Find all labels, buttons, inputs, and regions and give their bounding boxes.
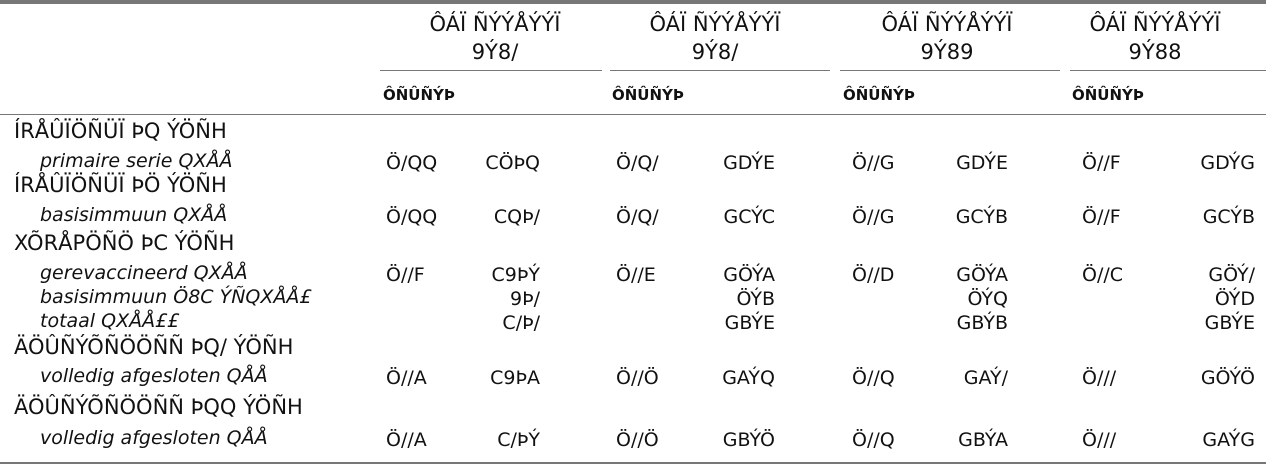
section-header: ÄÖÛÑÝÕÑÖÖÑÑ ÞQQ ÝÖÑH	[14, 395, 303, 419]
row-label: primaire serie QXÅÅ	[40, 150, 233, 172]
table-cell: GÖÝÖ	[1200, 367, 1255, 389]
section-header: ÍRÅÛÏÖÑÜÏ ÞQ ÝÖÑH	[14, 119, 227, 143]
table-cell: Ö/QQ	[386, 206, 438, 228]
table-cell: C9ÞÝ	[491, 264, 540, 286]
header-rule	[0, 114, 1266, 115]
table-cell: Ö//Q	[852, 429, 895, 451]
column-header-4	[1040, 10, 1266, 66]
table-cell: ÖÝQ	[967, 288, 1008, 310]
table-cell: Ö//A	[386, 367, 427, 389]
table-cell: ÖÝB	[736, 288, 775, 310]
table-cell: Ö//Ö	[616, 429, 659, 451]
table-cell: GCÝC	[723, 206, 775, 228]
column-header-1-line2: 9Ý8/	[471, 40, 519, 64]
table-cell: GAÝG	[1202, 429, 1255, 451]
table-cell: CÖÞQ	[485, 152, 540, 174]
table-cell: GAÝ/	[963, 367, 1008, 389]
subheader-1: ÔÑÛÑÝÞ	[383, 86, 455, 104]
column-header-3	[832, 10, 1062, 66]
table-cell: GÖÝA	[956, 264, 1008, 286]
row-label: volledig afgesloten QÅÅ	[40, 365, 268, 387]
column-rule-3	[840, 70, 1060, 71]
subheader-4: ÔÑÛÑÝÞ	[1072, 86, 1144, 104]
table-cell: Ö//Ö	[616, 367, 659, 389]
table-cell: Ö//A	[386, 429, 427, 451]
section-header: ÍRÅÛÏÖÑÜÏ ÞÖ ÝÖÑH	[14, 173, 227, 197]
table-cell: Ö///	[1082, 429, 1117, 451]
table-cell: C/Þ/	[502, 312, 540, 334]
column-header-1-line1: ÔÁÏ ÑÝÝÅÝÝÏ	[429, 12, 561, 36]
table-cell: GÖÝ/	[1208, 264, 1255, 286]
table-cell: Ö//F	[386, 264, 425, 286]
table-cell: Ö//Q	[852, 367, 895, 389]
table-cell: C9ÞA	[490, 367, 540, 389]
section-header: XÕRÅPÖÑÖ ÞC ÝÖÑH	[14, 231, 235, 255]
table-cell: Ö//G	[852, 206, 895, 228]
table-cell: GCÝB	[955, 206, 1008, 228]
row-label: basisimmuun QXÅÅ	[40, 204, 228, 226]
column-rule-4	[1070, 70, 1266, 71]
table-cell: Ö///	[1082, 367, 1117, 389]
table-cell: GDÝG	[1200, 152, 1255, 174]
bottom-rule	[0, 462, 1266, 464]
table-cell: C/ÞÝ	[497, 429, 540, 451]
row-label: totaal QXÅÅ££	[40, 310, 180, 332]
table-cell: GCÝB	[1202, 206, 1255, 228]
column-header-4-line2: 9Ý88	[1128, 40, 1182, 64]
table-cell: GBÝA	[958, 429, 1008, 451]
section-header: ÄÖÛÑÝÕÑÖÖÑÑ ÞQ/ ÝÖÑH	[14, 335, 294, 359]
column-header-2-line1: ÔÁÏ ÑÝÝÅÝÝÏ	[649, 12, 781, 36]
table-cell: Ö//G	[852, 152, 895, 174]
row-label: gerevaccineerd QXÅÅ	[40, 262, 248, 284]
table-cell: 9Þ/	[510, 288, 540, 310]
table-cell: Ö//F	[1082, 206, 1121, 228]
table-cell: ÖÝD	[1214, 288, 1255, 310]
table-cell: GBÝB	[956, 312, 1008, 334]
subheader-3: ÔÑÛÑÝÞ	[843, 86, 915, 104]
table-cell: GDÝE	[956, 152, 1008, 174]
column-rule-1	[380, 70, 602, 71]
top-rule	[0, 0, 1266, 4]
table-cell: GAÝQ	[722, 367, 775, 389]
table-cell: Ö/Q/	[616, 206, 659, 228]
row-label: volledig afgesloten QÅÅ	[40, 427, 268, 449]
table-cell: GDÝE	[723, 152, 775, 174]
column-header-2	[600, 10, 830, 66]
subheader-2: ÔÑÛÑÝÞ	[612, 86, 684, 104]
column-rule-2	[610, 70, 830, 71]
table-cell: Ö//F	[1082, 152, 1121, 174]
table-cell: GÖÝA	[723, 264, 775, 286]
table-cell: Ö//D	[852, 264, 895, 286]
table-cell: Ö/QQ	[386, 152, 438, 174]
table-cell: GBÝE	[1204, 312, 1255, 334]
table-cell: GBÝE	[724, 312, 775, 334]
table-cell: GBÝÖ	[722, 429, 775, 451]
column-header-3-line1: ÔÁÏ ÑÝÝÅÝÝÏ	[881, 12, 1013, 36]
column-header-1	[380, 10, 610, 66]
column-header-3-line2: 9Ý89	[920, 40, 974, 64]
table-cell: Ö//C	[1082, 264, 1124, 286]
column-header-4-line1: ÔÁÏ ÑÝÝÅÝÝÏ	[1089, 12, 1221, 36]
table-cell: Ö/Q/	[616, 152, 659, 174]
table-cell: CQÞ/	[493, 206, 540, 228]
row-label: basisimmuun Ö8C ÝÑQXÅÅ£	[40, 286, 312, 308]
table-cell: Ö//E	[616, 264, 656, 286]
column-header-2-line2: 9Ý8/	[691, 40, 739, 64]
